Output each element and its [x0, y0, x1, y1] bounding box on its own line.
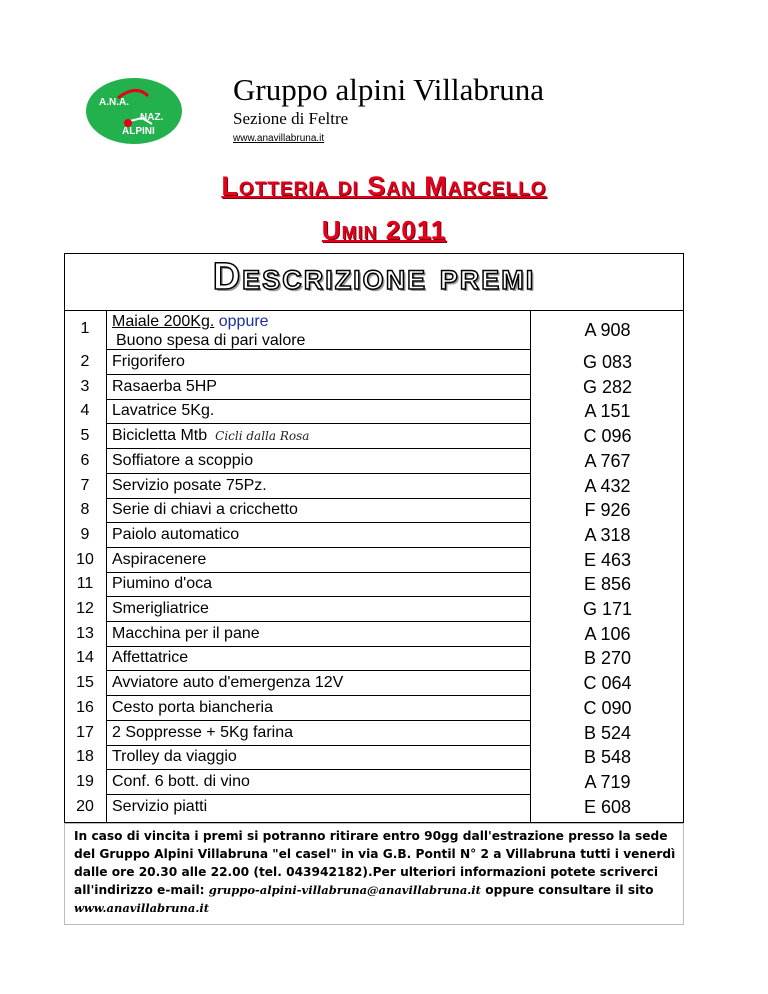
table-row	[64, 646, 684, 671]
prize-ticket-code: B 548	[583, 747, 632, 768]
prize-description	[112, 600, 209, 618]
prize-number: 7	[80, 476, 90, 494]
prize-description-text: Avviatore auto d'emergenza 12V	[112, 674, 344, 692]
prize-description	[112, 724, 293, 742]
prize-number: 8	[80, 501, 90, 519]
prize-description	[112, 625, 260, 643]
table-row	[64, 474, 684, 499]
org-website-link[interactable]: www.anavillabruna.it	[233, 133, 325, 144]
prize-description-text: Conf. 6 bott. di vino	[112, 772, 250, 790]
prize-ticket-code: A 106	[584, 623, 631, 644]
prize-description	[112, 551, 206, 569]
prize-ticket-code: B 270	[583, 648, 632, 669]
prize-number: 12	[76, 600, 94, 617]
table-row	[64, 449, 684, 474]
prize-description-text: Paiolo automatico	[112, 525, 240, 543]
prize-number: 15	[76, 674, 94, 692]
prize-main: Maiale 200Kg.	[112, 313, 215, 330]
ana-logo	[82, 76, 192, 146]
table-row	[64, 696, 684, 721]
prize-number: 17	[76, 723, 94, 741]
prize-description	[112, 353, 185, 371]
prize-ticket-code: A 432	[584, 475, 631, 496]
prize-ticket-code: C 090	[583, 697, 632, 718]
prize-description	[112, 526, 239, 544]
prize-number: 20	[76, 797, 94, 815]
prize-ticket-code: E 463	[583, 549, 632, 570]
prize-ticket-code: E 856	[583, 574, 632, 595]
prize-description	[112, 452, 253, 470]
table-row	[64, 548, 684, 573]
prize-ticket-code: C 064	[583, 673, 632, 694]
prize-or: oppure	[218, 313, 269, 330]
table-row	[64, 795, 684, 820]
org-subtitle: Sezione di Feltre	[233, 109, 349, 128]
prize-number: 14	[76, 649, 94, 667]
table-row	[64, 523, 684, 548]
logo-text-naz: NAZ.	[140, 112, 164, 123]
prize-number: 19	[76, 772, 94, 790]
prize-description-text: Smerigliatrice	[112, 600, 209, 617]
divider	[64, 310, 684, 311]
prize-number: 9	[80, 525, 90, 543]
prize-description-text: Affettatrice	[112, 649, 189, 667]
table-row	[64, 399, 684, 424]
prize-description-text: Bicicletta Mtb	[112, 427, 208, 445]
table-row	[64, 572, 684, 597]
prize-description-text: Macchina per il pane	[112, 624, 260, 642]
prize-description-text: Trolley da viaggio	[112, 748, 237, 766]
prize-description	[112, 798, 207, 816]
prize-description	[112, 575, 212, 593]
prize-description	[112, 501, 298, 519]
prize-ticket-code: A 767	[584, 450, 631, 471]
info-note-text: In caso di vincita i premi si potranno ritirare entro 90gg dall'estrazione presso la sede del Gruppo Alpini Villabruna "el casel" in via G.B. Pontil N° 2 a Villabruna tutti i venerdì dalle ore 20.30 alle 22.00 (tel. 043942182).Per ulteriori informazioni potete scriverci all'indirizzo e-mail:	[74, 829, 676, 897]
prize-description	[112, 748, 237, 766]
prize-description	[112, 402, 214, 420]
prize-ticket-code: E 608	[583, 796, 632, 817]
org-title: Gruppo alpini Villabruna	[233, 72, 544, 107]
prize-number: 1	[80, 320, 90, 337]
table-row	[64, 498, 684, 523]
prize-ticket-code: C 096	[583, 426, 632, 447]
prize-description	[112, 699, 273, 717]
prize-description	[112, 378, 217, 396]
prize-table-heading: Descrizione premi	[212, 256, 536, 298]
prize-description	[112, 773, 250, 791]
prize-ticket-code: A 318	[584, 524, 631, 545]
table-row	[64, 622, 684, 647]
logo-text-ana: A.N.A.	[99, 97, 129, 108]
contact-email[interactable]: gruppo-alpini-villabruna@anavillabruna.it	[208, 883, 481, 897]
prize-description-text: Frigorifero	[112, 353, 185, 370]
prize-description	[112, 649, 188, 667]
table-row	[64, 375, 684, 400]
event-edition: Umin 2011	[321, 215, 447, 245]
prize-description-text: 2 Soppresse + 5Kg farina	[112, 723, 294, 741]
table-row	[64, 721, 684, 746]
prize-description-text: Cesto porta biancheria	[112, 698, 273, 716]
prize-description-text: Rasaerba 5HP	[112, 377, 217, 395]
prize-ticket-code: A 151	[584, 401, 631, 422]
table-row	[64, 424, 684, 449]
prize-number: 16	[76, 698, 94, 716]
info-note-text2: oppure consultare il sito	[485, 883, 654, 897]
prize-number: 5	[80, 427, 90, 445]
prize-number: 2	[80, 353, 90, 370]
site-link[interactable]: www.anavillabruna.it	[74, 901, 210, 915]
prize-description-text: Servizio posate 75Pz.	[112, 476, 267, 494]
prize-description-text: Soffiatore a scoppio	[112, 451, 254, 469]
logo-text-alpini: ALPINI	[122, 126, 155, 137]
info-note	[74, 827, 684, 917]
event-title: Lotteria di San Marcello	[221, 171, 547, 201]
prize-description	[112, 674, 343, 692]
table-row	[64, 770, 684, 795]
prize-ticket-code: A 908	[584, 320, 631, 340]
prize-number: 13	[76, 624, 94, 642]
prize-number: 11	[76, 575, 94, 593]
prize-alternative: Buono spesa di pari valore	[116, 332, 306, 349]
prize-ticket-code: F 926	[584, 500, 631, 521]
table-row	[64, 350, 684, 375]
prize-description	[112, 313, 269, 331]
table-row	[64, 745, 684, 770]
prize-number: 10	[76, 550, 94, 568]
prize-description-text: Serie di chiavi a cricchetto	[112, 501, 298, 519]
prize-description-text: Servizio piatti	[112, 797, 208, 815]
prize-ticket-code: G 083	[582, 352, 633, 372]
prize-description-text: Aspiracenere	[112, 550, 207, 568]
prize-ticket-code: A 719	[584, 771, 631, 792]
prize-number: 6	[80, 451, 90, 469]
prize-description	[112, 477, 267, 495]
table-row	[64, 671, 684, 696]
prize-description-text: Lavatrice 5Kg.	[112, 402, 215, 420]
table-row	[64, 597, 684, 622]
prize-number: 4	[80, 402, 90, 420]
prize-sponsor: Cicli dalla Rosa	[215, 429, 310, 444]
prize-description	[112, 427, 309, 445]
prize-number: 18	[76, 748, 94, 766]
prize-ticket-code: G 171	[582, 599, 633, 619]
prize-description-text: Piumino d'oca	[112, 575, 212, 593]
prize-number: 3	[80, 377, 90, 395]
prize-ticket-code: G 282	[582, 376, 633, 397]
prize-ticket-code: B 524	[583, 722, 632, 743]
